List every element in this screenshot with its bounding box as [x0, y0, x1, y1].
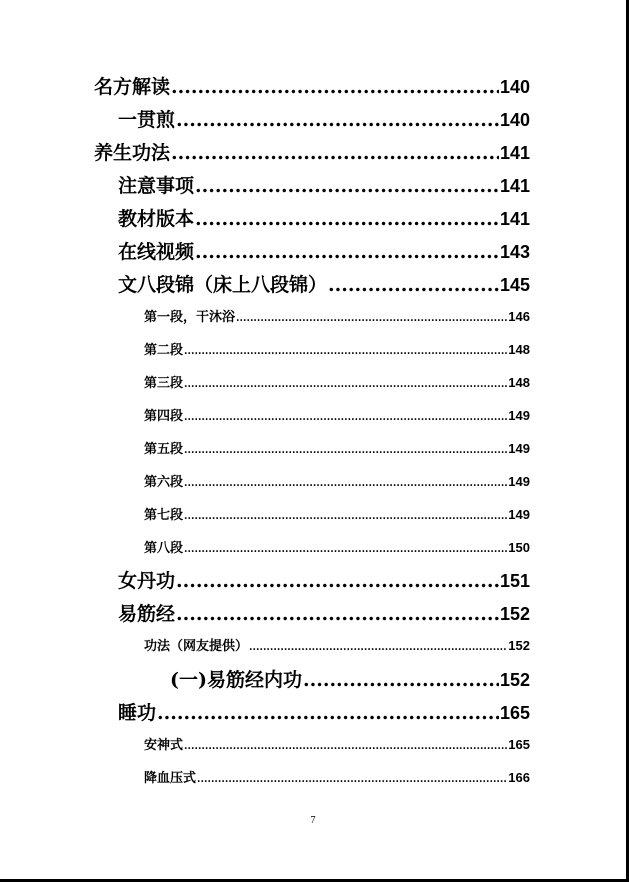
toc-entry[interactable]	[144, 372, 530, 392]
toc-leader-dots	[157, 702, 499, 724]
toc-entry-page: 149	[508, 441, 530, 456]
toc-entry-title: 第二段	[144, 343, 184, 358]
toc-leader-dots	[184, 478, 507, 489]
toc-entry[interactable]	[144, 767, 530, 787]
toc-entry[interactable]	[118, 237, 530, 263]
toc-entry-title: 教材版本	[118, 208, 195, 230]
toc-entry-page: 141	[499, 176, 530, 196]
toc-entry[interactable]	[118, 105, 530, 131]
toc-entry-page: 150	[508, 540, 530, 555]
toc-entry-title: 文八段锦（床上八段锦）	[118, 274, 328, 296]
toc-leader-dots	[249, 642, 507, 653]
toc-entry[interactable]	[118, 698, 530, 724]
toc-leader-dots	[195, 241, 499, 263]
toc-leader-dots	[176, 603, 499, 625]
toc-entry-title: 女丹功	[118, 570, 176, 592]
toc-entry-page: 165	[499, 703, 530, 723]
toc-entry-title: 第八段	[144, 541, 184, 556]
toc-entry-title: 名方解读	[94, 76, 171, 98]
toc-entry[interactable]	[144, 537, 530, 557]
toc-leader-dots	[176, 109, 499, 131]
toc-leader-dots	[184, 511, 507, 522]
toc-entry[interactable]	[118, 599, 530, 625]
toc-entry-page: 152	[499, 670, 530, 690]
toc-entry-page: 152	[508, 638, 530, 653]
toc-entry-page: 149	[508, 474, 530, 489]
toc-leader-dots	[184, 379, 507, 390]
toc-leader-dots	[171, 142, 499, 164]
toc-entry-page: 145	[499, 275, 530, 295]
toc-entry[interactable]	[144, 734, 530, 754]
toc-entry-title: 第四段	[144, 409, 184, 424]
toc-entry-title: 一贯煎	[118, 109, 176, 131]
toc-entry-title: 第七段	[144, 508, 184, 523]
toc-leader-dots	[184, 741, 507, 752]
toc-entry-title: 安神式	[144, 738, 184, 753]
toc-entry-page: 148	[508, 342, 530, 357]
toc-entry[interactable]	[170, 665, 530, 691]
toc-entry-title: (一)易筋经内功	[170, 669, 302, 691]
toc-entry[interactable]	[144, 438, 530, 458]
toc-entry-page: 152	[499, 604, 530, 624]
toc-entry-page: 143	[499, 242, 530, 262]
toc-entry[interactable]	[144, 405, 530, 425]
toc-entry-page: 141	[499, 143, 530, 163]
toc-entry-title: 第一段，干沐浴	[144, 310, 236, 325]
toc-entry[interactable]	[94, 72, 530, 98]
toc-entry-page: 140	[499, 77, 530, 97]
toc-entry[interactable]	[144, 635, 530, 655]
toc-entry-page: 165	[508, 737, 530, 752]
toc-leader-dots	[184, 445, 507, 456]
toc-entry-page: 166	[508, 770, 530, 785]
toc-leader-dots	[184, 346, 507, 357]
toc-leader-dots	[195, 175, 499, 197]
toc-entry[interactable]	[144, 471, 530, 491]
toc-entry-title: 睡功	[118, 702, 157, 724]
toc-entry[interactable]	[144, 504, 530, 524]
toc-entry-title: 在线视频	[118, 241, 195, 263]
toc-entry-title: 第六段	[144, 475, 184, 490]
toc-entry[interactable]	[118, 171, 530, 197]
toc-entry-page: 141	[499, 209, 530, 229]
toc-entry[interactable]	[144, 339, 530, 359]
toc-leader-dots	[303, 669, 499, 691]
toc-leader-dots	[328, 274, 499, 296]
toc-leader-dots	[171, 76, 499, 98]
toc-entry[interactable]	[118, 566, 530, 592]
toc-entry-title: 第三段	[144, 376, 184, 391]
toc-leader-dots	[184, 412, 507, 423]
toc-entry-page: 146	[508, 309, 530, 324]
toc-entry-title: 注意事项	[118, 175, 195, 197]
toc-leader-dots	[184, 544, 507, 555]
toc-entry-page: 140	[499, 110, 530, 130]
page-number: 7	[310, 815, 316, 826]
toc-entry-page: 149	[508, 408, 530, 423]
toc-entry-page: 151	[499, 571, 530, 591]
toc-leader-dots	[176, 570, 499, 592]
toc-entry-page: 148	[508, 375, 530, 390]
toc-leader-dots	[197, 774, 507, 785]
toc-entry[interactable]	[144, 306, 530, 326]
toc-entry-title: 功法（网友提供）	[144, 639, 249, 654]
toc-leader-dots	[195, 208, 499, 230]
toc-entry[interactable]	[118, 204, 530, 230]
toc-entry-title: 第五段	[144, 442, 184, 457]
toc-entry[interactable]	[118, 270, 530, 296]
toc-entry-title: 易筋经	[118, 603, 176, 625]
toc-leader-dots	[236, 313, 507, 324]
toc-entry-page: 149	[508, 507, 530, 522]
toc-entry-title: 降血压式	[144, 771, 197, 786]
toc-entry-title: 养生功法	[94, 142, 171, 164]
toc-entry[interactable]	[94, 138, 530, 164]
